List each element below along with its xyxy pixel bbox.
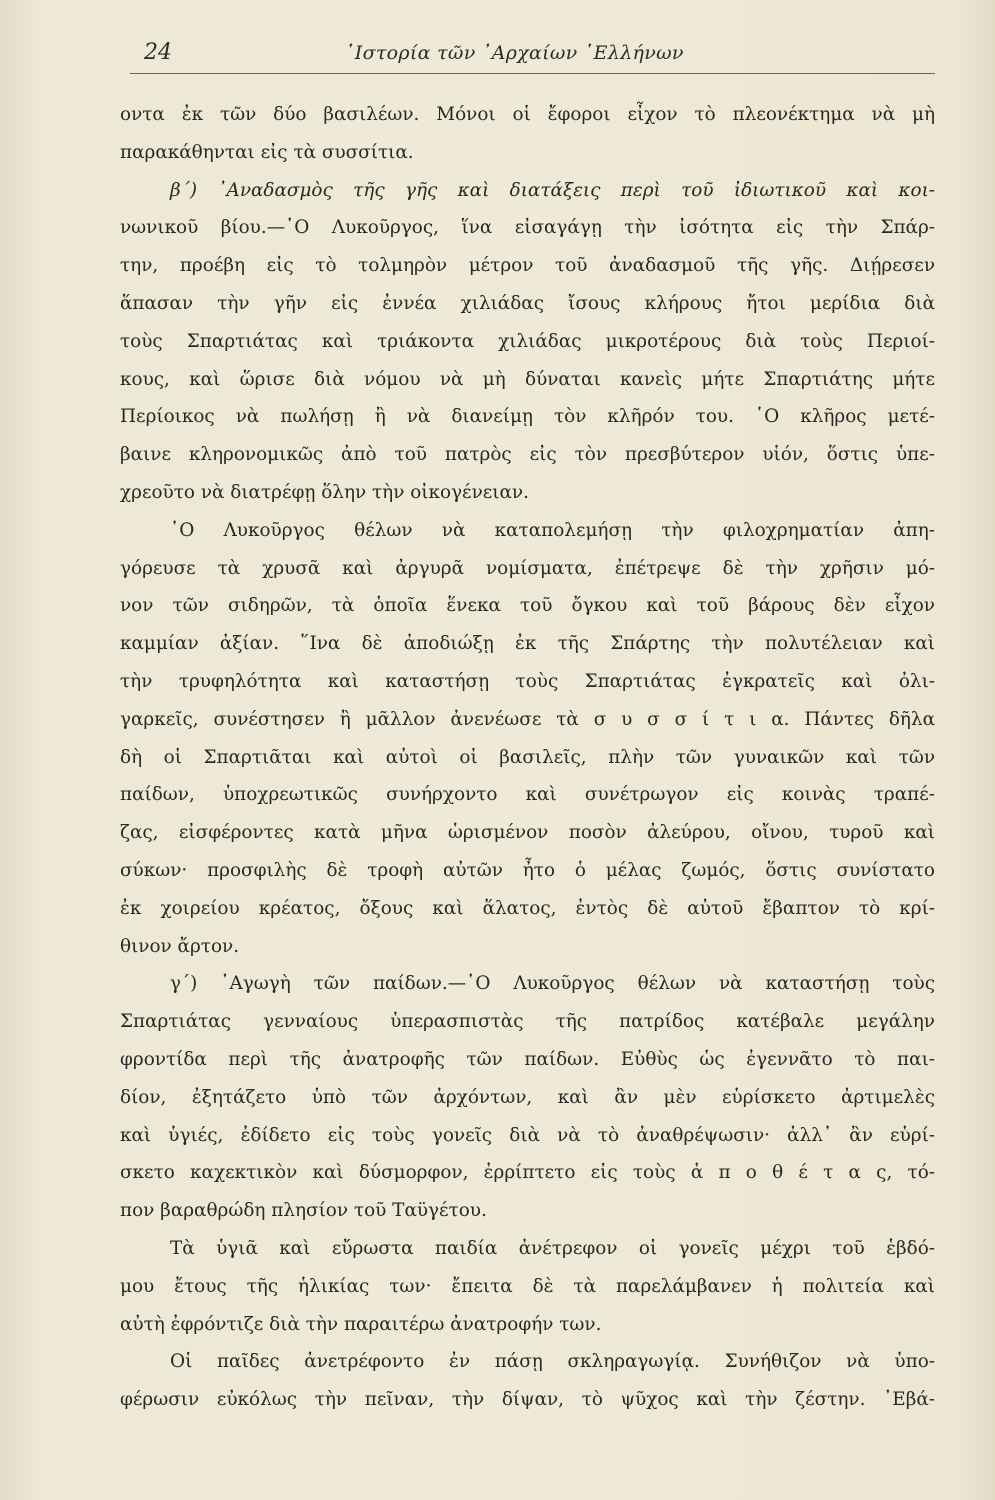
text-line: την, προέβη εἰς τὸ τολμηρὸν μέτρον τοῦ ἀναδασμοῦ τῆς γῆς. Διῄρεσεν [120, 255, 935, 277]
text-line: σύκων· προσφιλὴς δὲ τροφὴ αὐτῶν ἦτο ὁ μέλας ζωμός, ὅστις συνίστατο [120, 859, 935, 881]
body-text [120, 96, 935, 1419]
text-line: θινον ἄρτον. [120, 935, 240, 957]
text-line: νωνικοῦ βίου.—῾Ο Λυκοῦργος, ἵνα εἰσαγάγῃ τὴν ἰσότητα εἰς τὴν Σπάρ- [120, 217, 935, 239]
text-line: δίον, ἐξητάζετο ὑπὸ τῶν ἀρχόντων, καὶ ἂν μὲν εὑρίσκετο ἀρτιμελὲς [120, 1086, 935, 1108]
page-number: 24 [144, 40, 172, 65]
text-line: τὴν τρυφηλότητα καὶ καταστήσῃ τοὺς Σπαρτιάτας ἐγκρατεῖς καὶ ὀλι- [120, 670, 935, 692]
text-line: φροντίδα περὶ τῆς ἀνατροφῆς τῶν παίδων. Εὐθὺς ὡς ἐγεννᾶτο τὸ παι- [120, 1048, 935, 1070]
text-line: πον βαραθρώδη πλησίον τοῦ Ταϋγέτου. [120, 1200, 487, 1222]
text-line: ἐκ χοιρείου κρέατος, ὄξους καὶ ἅλατος, ἐντὸς δὲ αὐτοῦ ἔβαπτον τὸ κρί- [120, 897, 935, 919]
text-line: κους, καὶ ὥρισε διὰ νόμου νὰ μὴ δύναται κανεὶς μήτε Σπαρτιάτης μήτε [120, 368, 935, 390]
section-heading-line: γ΄) ᾿Αγωγὴ τῶν παίδων.—῾Ο Λυκοῦργος θέλων νὰ καταστήσῃ τοὺς [170, 973, 935, 995]
text-line: Περίοικος νὰ πωλήσῃ ἢ νὰ διανείμῃ τὸν κλῆρόν του. ῾Ο κλῆρος μετέ- [120, 406, 935, 428]
text-line: Τὰ ὑγιᾶ καὶ εὔρωστα παιδία ἀνέτρεφον οἱ γονεῖς μέχρι τοῦ ἑβδό- [170, 1237, 935, 1259]
text-line: καὶ ὑγιές, ἐδίδετο εἰς τοὺς γονεῖς διὰ νὰ τὸ ἀναθρέψωσιν· ἀλλ᾿ ἂν εὑρί- [120, 1124, 935, 1146]
text-line: βαινε κληρονομικῶς ἀπὸ τοῦ πατρὸς εἰς τὸν πρεσβύτερον υἱόν, ὅστις ὑπε- [120, 444, 935, 466]
text-line: γαρκεῖς, συνέστησεν ἢ μᾶλλον ἀνενέωσε τὰ σ υ σ σ ί τ ι α. Πάντες δῆλα [120, 708, 935, 730]
text-line: οντα ἐκ τῶν δύο βασιλέων. Μόνοι οἱ ἔφοροι εἶχον τὸ πλεονέκτημα νὰ μὴ [120, 104, 935, 125]
header-rule [130, 73, 935, 74]
text-line: χρεοῦτο νὰ διατρέφῃ ὅλην τὴν οἰκογένειαν. [120, 481, 529, 503]
section-heading-line: β΄) ᾿Αναδασμὸς τῆς γῆς καὶ διατάξεις περὶ τοῦ ἰδιωτικοῦ καὶ κοι- [170, 179, 935, 201]
text-line: αὐτὴ ἐφρόντιζε διὰ τὴν παραιτέρω ἀνατροφήν των. [120, 1313, 602, 1335]
text-line: παίδων, ὑποχρεωτικῶς συνήρχοντο καὶ συνέτρωγον εἰς κοινὰς τραπέ- [120, 784, 935, 806]
text-line: φέρωσιν εὐκόλως τὴν πεῖναν, τὴν δίψαν, τὸ ψῦχος καὶ τὴν ζέστην. ᾿Εβά- [120, 1389, 935, 1411]
text-line: ζας, εἰσφέροντες κατὰ μῆνα ὡρισμένον ποσὸν ἀλεύρου, οἴνου, τυροῦ καὶ [120, 822, 935, 844]
text-line: τοὺς Σπαρτιάτας καὶ τριάκοντα χιλιάδας μικροτέρους διὰ τοὺς Περιοί- [120, 330, 935, 352]
text-line: καμμίαν ἀξίαν. ῞Ινα δὲ ἀποδιώξῃ ἐκ τῆς Σπάρτης τὴν πολυτέλειαν καὶ [120, 633, 935, 655]
text-line: γόρευσε τὰ χρυσᾶ καὶ ἀργυρᾶ νομίσματα, ἐπέτρεψε δὲ τὴν χρῆσιν μό- [120, 557, 935, 579]
page-header [130, 40, 935, 74]
text-line: ῾Ο Λυκοῦργος θέλων νὰ καταπολεμήσῃ τὴν φιλοχρηματίαν ἀπη- [170, 519, 935, 541]
text-line: Οἱ παῖδες ἀνετρέφοντο ἐν πάσῃ σκληραγωγίᾳ. Συνήθιζον νὰ ὑπο- [170, 1351, 935, 1373]
text-line: Σπαρτιάτας γενναίους ὑπερασπιστὰς τῆς πατρίδος κατέβαλε μεγάλην [120, 1011, 935, 1033]
text-line: ἅπασαν τὴν γῆν εἰς ἐννέα χιλιάδας ἴσους κλήρους ἤτοι μερίδια διὰ [120, 292, 935, 314]
text-line: νον τῶν σιδηρῶν, τὰ ὁποῖα ἕνεκα τοῦ ὄγκου καὶ τοῦ βάρους δὲν εἶχον [120, 595, 935, 617]
text-line: σκετο καχεκτικὸν καὶ δύσμορφον, ἐρρίπτετο εἰς τοὺς ἀ π ο θ έ τ α ς, τό- [120, 1162, 935, 1184]
running-head: ῾Ιστορία τῶν ᾿Αρχαίων ῾Ελλήνων [345, 42, 684, 64]
text-line: παρακάθηνται εἰς τὰ συσσίτια. [120, 141, 414, 163]
text-line: μου ἔτους τῆς ἡλικίας των· ἔπειτα δὲ τὰ παρελάμβανεν ἡ πολιτεία καὶ [120, 1275, 935, 1297]
text-line: δὴ οἱ Σπαρτιᾶται καὶ αὐτοὶ οἱ βασιλεῖς, πλὴν τῶν γυναικῶν καὶ τῶν [120, 746, 935, 768]
